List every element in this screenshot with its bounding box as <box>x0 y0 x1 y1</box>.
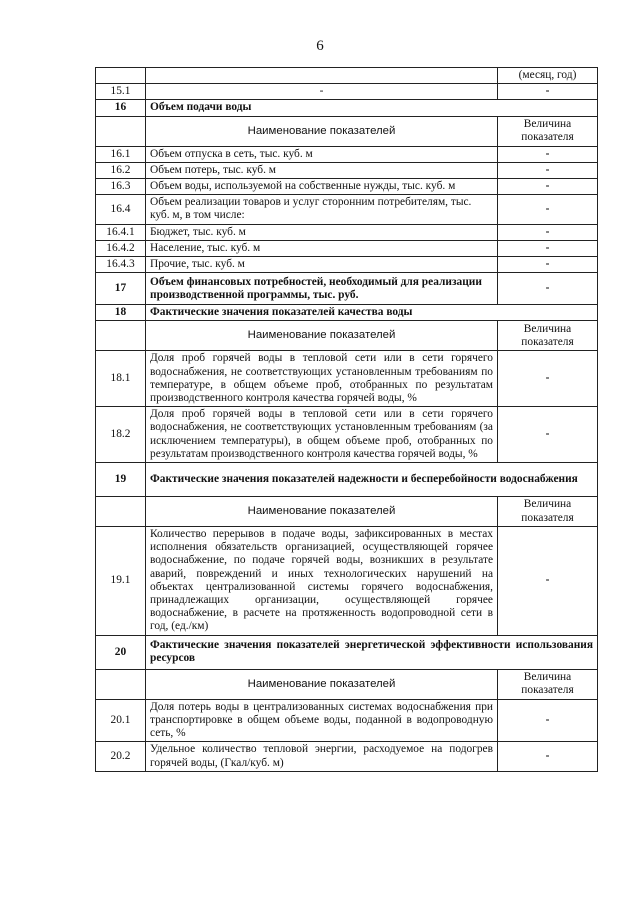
row-number: 16.4.2 <box>96 240 146 256</box>
row-description: Доля потерь воды в централизованных системах водоснабжения при транспортировке в общем объеме воды, поданной в водопроводную сеть, % <box>146 699 498 742</box>
column-header-name: Наименование показателей <box>146 321 498 351</box>
column-header-value: Величина показателя <box>498 669 598 699</box>
row-number: 18.1 <box>96 351 146 407</box>
row-number: 16.4 <box>96 195 146 224</box>
row-number: 16.4.3 <box>96 257 146 273</box>
section-title: Фактические значения показателей качества воды <box>146 305 598 321</box>
row-number: 19.1 <box>96 527 146 636</box>
section-title: Фактические значения показателей надежности и бесперебойности водоснабжения <box>146 463 598 497</box>
indicators-table <box>95 67 598 772</box>
table-row <box>96 179 598 195</box>
row-description: Объем потерь, тыс. куб. м <box>146 162 498 178</box>
value-cell: - <box>498 351 598 407</box>
section-title: Объем подачи воды <box>146 100 598 116</box>
table-row <box>96 407 598 463</box>
row-number: 16.3 <box>96 179 146 195</box>
row-description: Доля проб горячей воды в тепловой сети или в сети горячего водоснабжения, не соответствующих установленным требованиям (за исключением температуры), в общем объеме проб, отобранных по результатам производственного контроля качества горячей воды, % <box>146 407 498 463</box>
value-cell: - <box>498 699 598 742</box>
column-header-name: Наименование показателей <box>146 669 498 699</box>
table-row <box>96 351 598 407</box>
value-cell: - <box>498 146 598 162</box>
section-number: 17 <box>96 273 146 305</box>
header-row <box>96 669 598 699</box>
value-cell: - <box>498 179 598 195</box>
section-row <box>96 635 598 669</box>
row-description: - <box>146 84 498 100</box>
column-header-value: Величина показателя <box>498 116 598 146</box>
column-header-value: Величина показателя <box>498 497 598 527</box>
value-cell: - <box>498 240 598 256</box>
value-cell: - <box>498 224 598 240</box>
column-header-name: Наименование показателей <box>146 116 498 146</box>
table-row <box>96 257 598 273</box>
value-cell: - <box>498 162 598 178</box>
section-row <box>96 305 598 321</box>
table-row <box>96 195 598 224</box>
table-row <box>96 742 598 771</box>
value-cell: - <box>498 527 598 636</box>
row-description: Удельное количество тепловой энергии, расходуемое на подогрев горячей воды, (Гкал/куб. м) <box>146 742 498 771</box>
row-number: 15.1 <box>96 84 146 100</box>
row-description: Объем отпуска в сеть, тыс. куб. м <box>146 146 498 162</box>
section-number: 16 <box>96 100 146 116</box>
row-description: Бюджет, тыс. куб. м <box>146 224 498 240</box>
value-cell: - <box>498 273 598 305</box>
row-number: 20.1 <box>96 699 146 742</box>
row-description: Объем воды, используемой на собственные нужды, тыс. куб. м <box>146 179 498 195</box>
table-row <box>96 224 598 240</box>
column-header-value: Величина показателя <box>498 321 598 351</box>
row-description: Доля проб горячей воды в тепловой сети или в сети горячего водоснабжения, не соответствующих установленным требованиям по температуре, в общем объеме проб, отобранных по результатам производственного контроля качества горячей воды, % <box>146 351 498 407</box>
header-row <box>96 321 598 351</box>
table-row <box>96 68 598 84</box>
table-row <box>96 84 598 100</box>
row-description: Прочие, тыс. куб. м <box>146 257 498 273</box>
section-number: 20 <box>96 635 146 669</box>
section-row <box>96 463 598 497</box>
header-row <box>96 116 598 146</box>
row-description: Количество перерывов в подаче воды, зафиксированных в местах исполнения обязательств организацией, осуществляющей горячее водоснабжение, по подаче горячей воды, возникших в результате аварий, повреждений и иных технологических нарушений на объектах централизованной системы горячего водоснабжения, принадлежащих организации, осуществляющей горячее водоснабжение, в расчете на протяженность водопроводной сети в год, (ед./км) <box>146 527 498 636</box>
table-row <box>96 240 598 256</box>
header-row <box>96 497 598 527</box>
row-number: 18.2 <box>96 407 146 463</box>
value-cell: (месяц, год) <box>498 68 598 84</box>
section-number: 18 <box>96 305 146 321</box>
section-row <box>96 100 598 116</box>
section-title: Фактические значения показателей энергетической эффективности использования ресурсов <box>146 635 598 669</box>
row-description: Население, тыс. куб. м <box>146 240 498 256</box>
row-number: 16.2 <box>96 162 146 178</box>
table-row <box>96 527 598 636</box>
table-row <box>96 146 598 162</box>
section-number: 19 <box>96 463 146 497</box>
section-row <box>96 273 598 305</box>
table-row <box>96 162 598 178</box>
table-row <box>96 699 598 742</box>
column-header-name: Наименование показателей <box>146 497 498 527</box>
row-description: Объем реализации товаров и услуг сторонним потребителям, тыс. куб. м, в том числе: <box>146 195 498 224</box>
value-cell: - <box>498 84 598 100</box>
value-cell: - <box>498 257 598 273</box>
value-cell: - <box>498 195 598 224</box>
row-number: 16.4.1 <box>96 224 146 240</box>
section-title: Объем финансовых потребностей, необходимый для реализации производственной программы, тыс. руб. <box>146 273 498 305</box>
value-cell: - <box>498 407 598 463</box>
row-number: 16.1 <box>96 146 146 162</box>
page-number: 6 <box>316 38 324 54</box>
row-number: 20.2 <box>96 742 146 771</box>
value-cell: - <box>498 742 598 771</box>
